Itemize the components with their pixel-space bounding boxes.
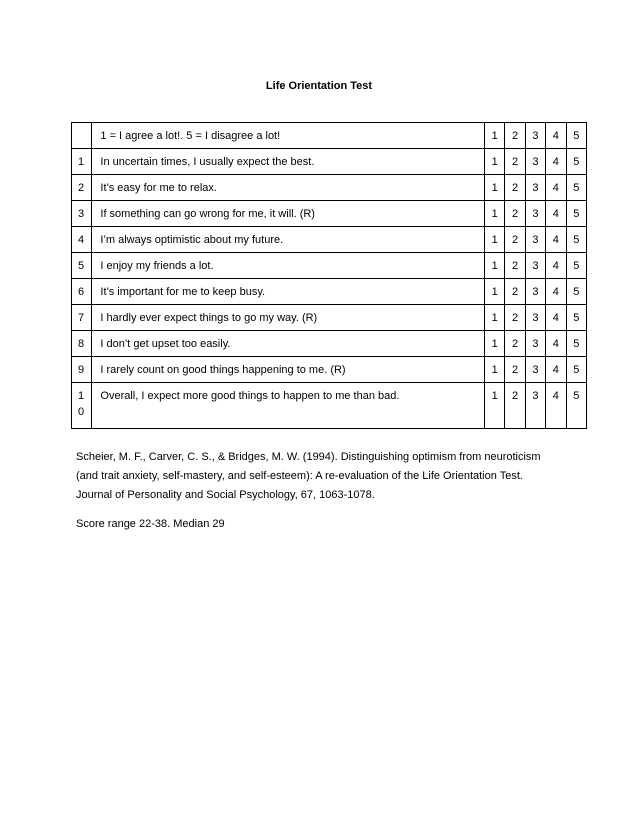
scale-option-3[interactable]: 3 <box>525 357 545 383</box>
scale-option-3[interactable]: 3 <box>525 331 545 357</box>
scale-option-5[interactable]: 5 <box>566 357 586 383</box>
scale-option-4[interactable]: 4 <box>546 227 566 253</box>
scale-option-1[interactable]: 1 <box>485 175 505 201</box>
header-scale-2: 2 <box>505 123 525 149</box>
scale-option-5[interactable]: 5 <box>566 279 586 305</box>
scale-option-2[interactable]: 2 <box>505 331 525 357</box>
table-row <box>72 227 587 253</box>
item-number: 8 <box>72 331 92 357</box>
item-number: 1 <box>72 149 92 175</box>
scale-option-2[interactable]: 2 <box>505 149 525 175</box>
header-scale-1: 1 <box>485 123 505 149</box>
item-number: 6 <box>72 279 92 305</box>
item-statement: I’m always optimistic about my future. <box>92 227 485 253</box>
item-number: 7 <box>72 305 92 331</box>
scale-option-4[interactable]: 4 <box>546 383 566 429</box>
item-statement: It’s easy for me to relax. <box>92 175 485 201</box>
scale-option-5[interactable]: 5 <box>566 227 586 253</box>
scale-option-1[interactable]: 1 <box>485 149 505 175</box>
item-statement: I don’t get upset too easily. <box>92 331 485 357</box>
scale-option-1[interactable]: 1 <box>485 227 505 253</box>
scale-option-3[interactable]: 3 <box>525 227 545 253</box>
item-number: 9 <box>72 357 92 383</box>
table-row <box>72 305 587 331</box>
item-number: 4 <box>72 227 92 253</box>
scale-option-1[interactable]: 1 <box>485 357 505 383</box>
scale-option-4[interactable]: 4 <box>546 253 566 279</box>
header-scale-4: 4 <box>546 123 566 149</box>
life-orientation-table <box>71 122 587 429</box>
item-statement: If something can go wrong for me, it will. (R) <box>92 201 485 227</box>
table-row <box>72 279 587 305</box>
citation-line-2: (and trait anxiety, self-mastery, and self-esteem): A re-evaluation of the Life Orientation Test. <box>76 470 523 482</box>
scale-option-2[interactable]: 2 <box>505 201 525 227</box>
scale-option-5[interactable]: 5 <box>566 201 586 227</box>
scale-option-1[interactable]: 1 <box>485 331 505 357</box>
item-number-line-2: 0 <box>78 406 85 418</box>
item-number: 5 <box>72 253 92 279</box>
scale-option-3[interactable]: 3 <box>525 279 545 305</box>
item-statement: Overall, I expect more good things to happen to me than bad. <box>92 383 485 429</box>
item-number: 3 <box>72 201 92 227</box>
scale-option-3[interactable]: 3 <box>525 149 545 175</box>
item-statement: It’s important for me to keep busy. <box>92 279 485 305</box>
table-row <box>72 253 587 279</box>
scale-option-4[interactable]: 4 <box>546 175 566 201</box>
scale-option-3[interactable]: 3 <box>525 253 545 279</box>
header-row <box>72 123 587 149</box>
table-row <box>72 201 587 227</box>
citation-line-3: Journal of Personality and Social Psychology, 67, 1063-1078. <box>76 489 375 501</box>
scale-option-4[interactable]: 4 <box>546 149 566 175</box>
citation <box>76 448 596 505</box>
scale-option-2[interactable]: 2 <box>505 357 525 383</box>
scale-option-5[interactable]: 5 <box>566 383 586 429</box>
item-statement: I enjoy my friends a lot. <box>92 253 485 279</box>
score-note: Score range 22-38. Median 29 <box>76 518 225 530</box>
scale-option-4[interactable]: 4 <box>546 201 566 227</box>
item-number: 2 <box>72 175 92 201</box>
scale-option-4[interactable]: 4 <box>546 357 566 383</box>
item-number <box>72 383 92 429</box>
header-scale-3: 3 <box>525 123 545 149</box>
table-row <box>72 331 587 357</box>
header-scale-5: 5 <box>566 123 586 149</box>
item-statement: In uncertain times, I usually expect the best. <box>92 149 485 175</box>
scale-option-1[interactable]: 1 <box>485 305 505 331</box>
scale-option-2[interactable]: 2 <box>505 253 525 279</box>
scale-option-5[interactable]: 5 <box>566 149 586 175</box>
scale-option-3[interactable]: 3 <box>525 383 545 429</box>
scale-option-5[interactable]: 5 <box>566 253 586 279</box>
scale-option-4[interactable]: 4 <box>546 331 566 357</box>
scale-option-5[interactable]: 5 <box>566 331 586 357</box>
scale-option-1[interactable]: 1 <box>485 253 505 279</box>
table-row <box>72 357 587 383</box>
scale-option-1[interactable]: 1 <box>485 201 505 227</box>
item-statement: I hardly ever expect things to go my way. (R) <box>92 305 485 331</box>
item-statement: I rarely count on good things happening to me. (R) <box>92 357 485 383</box>
table-row <box>72 383 587 429</box>
scale-option-3[interactable]: 3 <box>525 201 545 227</box>
scale-option-3[interactable]: 3 <box>525 175 545 201</box>
scale-option-1[interactable]: 1 <box>485 279 505 305</box>
scale-option-2[interactable]: 2 <box>505 279 525 305</box>
scale-option-2[interactable]: 2 <box>505 175 525 201</box>
scale-option-5[interactable]: 5 <box>566 175 586 201</box>
header-num-cell <box>72 123 92 149</box>
scale-option-5[interactable]: 5 <box>566 305 586 331</box>
table-row <box>72 175 587 201</box>
item-number-line-1: 1 <box>78 390 85 402</box>
scale-option-4[interactable]: 4 <box>546 305 566 331</box>
scale-option-4[interactable]: 4 <box>546 279 566 305</box>
citation-line-1: Scheier, M. F., Carver, C. S., & Bridges, M. W. (1994). Distinguishing optimism from neuroticism <box>76 451 541 463</box>
scale-option-3[interactable]: 3 <box>525 305 545 331</box>
scale-option-2[interactable]: 2 <box>505 305 525 331</box>
scale-option-1[interactable]: 1 <box>485 383 505 429</box>
scale-option-2[interactable]: 2 <box>505 383 525 429</box>
scale-option-2[interactable]: 2 <box>505 227 525 253</box>
document-title: Life Orientation Test <box>265 80 373 92</box>
scale-instruction: 1 = I agree a lot!. 5 = I disagree a lot! <box>92 123 485 149</box>
table-row <box>72 149 587 175</box>
